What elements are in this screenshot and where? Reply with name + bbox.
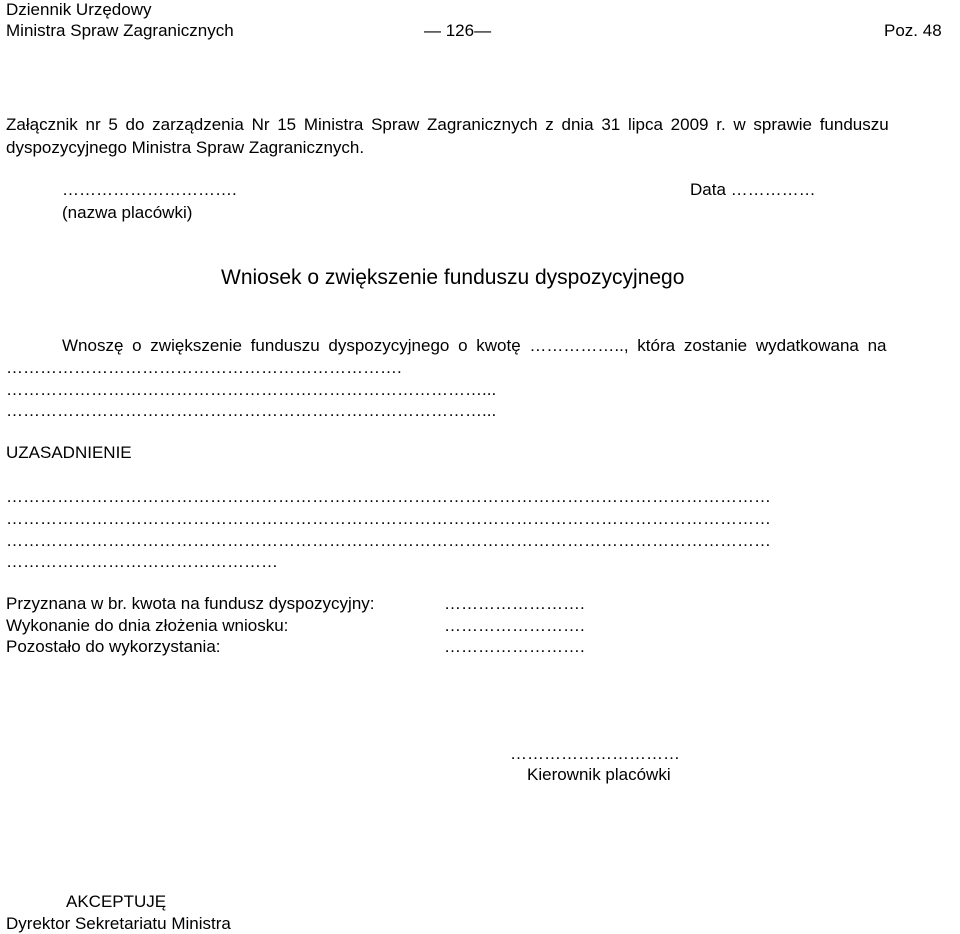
request-dots-line-3: …………………………………………………………………………... [6, 380, 497, 399]
justification-heading: UZASADNIENIE [6, 443, 132, 462]
institution-dots: …………………………. [62, 180, 237, 199]
ministry-name: Ministra Spraw Zagranicznych [6, 21, 234, 40]
accept-label: AKCEPTUJĘ [66, 892, 167, 911]
signature-dots: ………………………… [510, 744, 680, 763]
director-label: Dyrektor Sekretariatu Ministra [6, 914, 231, 933]
page-number: — 126— [424, 21, 492, 40]
document-title: Wniosek o zwiększenie funduszu dyspozycyjnego [221, 266, 685, 289]
annex-line-1 [6, 115, 958, 135]
executed-amount-label: Wykonanie do dnia złożenia wniosku: [6, 616, 289, 635]
granted-amount-label: Przyznana w br. kwota na fundusz dyspozycyjny: [6, 594, 375, 613]
request-dots-line-2: ……………………………………………………………. [6, 358, 402, 377]
annex-line-2: dyspozycyjnego Ministra Spraw Zagranicznych. [6, 138, 365, 157]
remaining-amount-label: Pozostało do wykorzystania: [6, 637, 221, 656]
request-dots-line-4: …………………………………………………………………………... [6, 401, 497, 420]
request-line-1 [62, 336, 887, 356]
granted-amount-value: ……………………. [444, 594, 585, 613]
executed-amount-value: ……………………. [444, 616, 585, 635]
date-field: Data …………… [690, 180, 816, 199]
position-number: Poz. 48 [884, 21, 942, 40]
justification-dots-line-4: ………………………………………… [6, 552, 278, 571]
request-text: Wnoszę o zwiększenie funduszu dyspozycyjnego o kwotę [62, 336, 521, 355]
institution-label: (nazwa placówki) [62, 203, 193, 222]
signature-label: Kierownik placówki [527, 765, 671, 784]
journal-name: Dziennik Urzędowy [6, 0, 152, 19]
justification-dots-line-1: ……………………………………………………………………………………………………………………… [6, 487, 771, 506]
justification-dots-line-3: ……………………………………………………………………………………………………………………… [6, 531, 771, 550]
annex-text-1: Załącznik nr 5 do zarządzenia Nr 15 Ministra Spraw Zagranicznych z dnia 31 lipca 2009 r. w sprawie funduszu [6, 115, 889, 134]
remaining-amount-value: ……………………. [444, 637, 585, 656]
request-amount-dots: …………….., która zostanie wydatkowana na [529, 336, 887, 355]
justification-dots-line-2: ……………………………………………………………………………………………………………………… [6, 509, 771, 528]
